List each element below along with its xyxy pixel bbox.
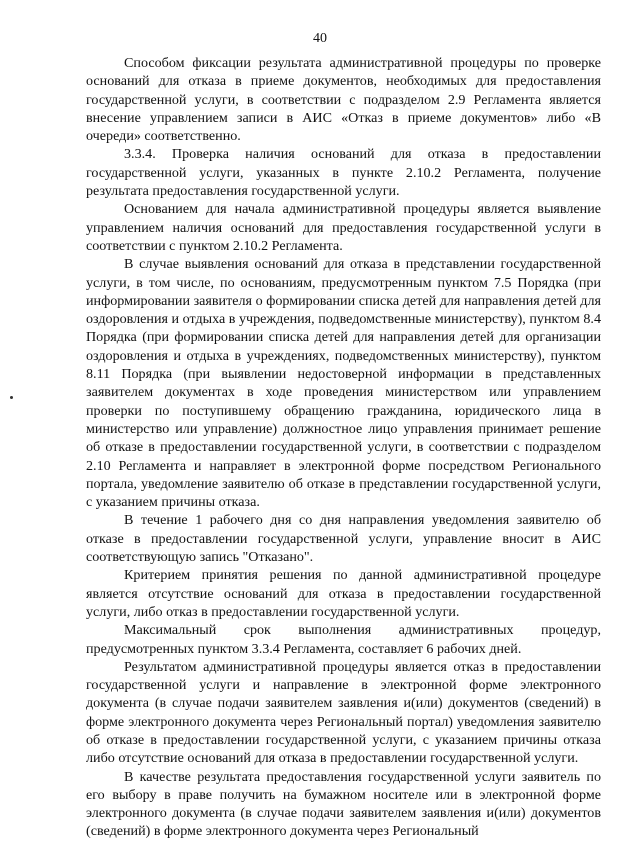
paragraph: В случае выявления оснований для отказа в представлении государственной услуги, в том числе, по основаниям, предусмотренным пунктом 7.5 Порядка (при информировании заявителя о формировании списка детей для направления детей для оздоровления и отдыха в учреждения, подведомственные министерству), пунктом 8.4 Порядка (при формировании списка детей для направления детей для организации оздоровления и отдыха в учреждениях, подведомственных министерству), пунктом 8.11 Порядка (при выявлении недостоверной информации в представленных заявителем документах в ходе проведения министерством или управлением проверки по поступившему обращению гражданина, юридического лица в министерство или управление) должностное лицо управления принимает решение об отказе в предоставлении государственной услуги, в соответствии с подразделом 2.10 Регламента и направляет в электронной форме посредством Регионального портала, уведомление заявителю об отказе в представлении государственной услуги, с указанием причины отказа. xyxy=(86,256,601,511)
paragraph: Способом фиксации результата административной процедуры по проверке оснований для отказа в приеме документов, необходимых для предоставления государственной услуги, в соответствии с подразделом 2.9 Регламента является внесение управлением записи в АИС «Отказ в приеме документов» либо «В очереди» соответственно. xyxy=(86,55,601,145)
paragraph: В качестве результата предоставления государственной услуги заявитель по его выбору в праве получить на бумажном носителе или в электронной форме электронного документа (в случае подачи заявителем заявления и(или) документов (сведений) в форме электронного документа через Региональный xyxy=(86,768,601,840)
paragraph: В течение 1 рабочего дня со дня направления уведомления заявителю об отказе в предоставлении государственной услуги, управление вносит в АИС соответствующую запись "Отказано". xyxy=(86,512,601,566)
paragraph: Критерием принятия решения по данной административной процедуре является отсутствие оснований для отказа в предоставлении государственной услуги, либо отказ в предоставлении государственной услуги. xyxy=(86,567,601,620)
page-number: 40 xyxy=(313,31,327,46)
paragraph: Результатом административной процедуры является отказ в предоставлении государственной услуги и направление в электронной форме электронного документа (в случае подачи заявителем заявления и(или) документов (сведений) в форме электронного документа через Региональный портал) уведомления заявителю об отказе в предоставлении государственной услуги, с указанием причины отказа либо отсутствие оснований для отказа в предоставлении государственной услуги. xyxy=(86,658,601,767)
document-body xyxy=(86,54,601,841)
paragraph: 3.3.4. Проверка наличия оснований для отказа в предоставлении государственной услуги, указанных в пункте 2.10.2 Регламента, получение результата предоставления государственной услуги. xyxy=(86,146,601,200)
paragraph: Основанием для начала административной процедуры является выявление управлением наличия оснований для предоставления государственной услуги в соответствии с пунктом 2.10.2 Регламента. xyxy=(86,201,601,254)
paragraph: Максимальный срок выполнения административных процедур, предусмотренных пунктом 3.3.4 Регламента, составляет 6 рабочих дней. xyxy=(86,622,601,657)
scan-dot-mark xyxy=(10,396,13,399)
